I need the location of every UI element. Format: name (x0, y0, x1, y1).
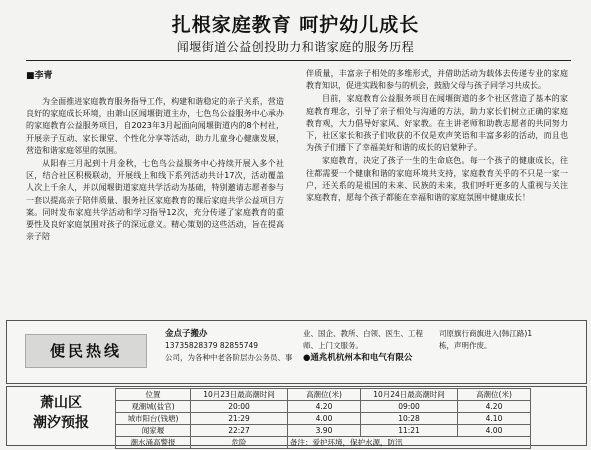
ad-line: 公司，为各种中老各阶层办公务员、事 (165, 353, 293, 362)
ad-name: 金点子搬办 (165, 329, 208, 339)
table-cell: 潮水涌高警报 (116, 437, 191, 449)
table-cell: 4.20 (458, 401, 531, 413)
table-cell: 3.90 (288, 425, 361, 437)
divider (26, 60, 571, 61)
paragraph: 从阳春三月起到十月金秋，七色鸟公益服务中心持续开展入多个社区，结合社区积极联动，开展线上和线下系列活动共计17次，活动覆盖人次上千余人，并以闻堰街道家庭共学活动为基础，特别邀请志愿者参与一套以提高亲子陪伴质量、服务社区家庭教育的课后家庭共学公益项目方案。同时发布家庭共学活动和学习指导12次，充分传递了家庭教育的重要性及良好家庭氛围对孩子的深远意义。精心策划的这些活动，旨在提高亲子陪 (26, 159, 284, 242)
section-title: 便民热线 (25, 334, 147, 368)
paragraph: 目前，家庭教育公益服务项目在闻堰街道的多个社区营造了基本的家庭教育理念，引导了亲子相处与沟通的方法，助力家长们树立正确的家庭教育观，大力倡导好家风、好家教。在主讲老师和助教志愿者的共同努力下，社区家长和孩子们收获的不仅是欢声笑语和丰富多彩的活动，而且也为孩子们播下了幸福美好和谐的成长的启蒙种子。 (306, 94, 568, 153)
tide-table (115, 388, 531, 449)
ad-line: 司原旗行商旗进入(韩江路)1 (439, 329, 533, 338)
table-cell: 21:29 (191, 413, 288, 425)
table-cell: 20:00 (191, 401, 288, 413)
article-right-column (306, 68, 568, 205)
header-cell: 10月23日最高潮时间 (191, 389, 288, 401)
paragraph: 家庭教育，决定了孩子一生的生命底色。每一个孩子的健康成长，往往都需要一个健康和谐的家庭环境共支持，家庭教育关乎的不只是一家一户，还关系的是祖国的未来、民族的未来，我们呼吁更多的人重视与关注家庭教育，愿每个孩子都能在幸福和谐的家庭氛围中健康成长！ (306, 156, 568, 203)
table-cell: 闻家堰 (116, 425, 191, 437)
table-row (116, 425, 531, 437)
table-cell: 危险 (191, 437, 288, 449)
tide-title-line: 萧山区 (40, 395, 82, 411)
ad-line: 师、上门文服务。 (303, 341, 363, 350)
tide-title (21, 393, 101, 433)
ad-name: ●通兆机杭州本和电气有限公 (303, 353, 413, 363)
paragraph: 为全面推进家庭教育服务指导工作，构建和谐稳定的亲子关系，营造良好的家庭成长环境，由萧山区闻堰街道主办，七色鸟公益服务中心承办的家庭教育公益服务项目，自2023年3月起面向闻堰街道内的8个村社，开展亲子互动、家长课堂、个性化分享等活动，助力儿童身心健康发展，营造和谐家庭邻里的氛围。 (26, 97, 284, 155)
table-cell: 10:28 (361, 413, 458, 425)
headline: 扎根家庭教育 呵护幼儿成长 (171, 14, 420, 36)
table-cell: 4.20 (288, 401, 361, 413)
table-row (116, 413, 531, 425)
table-row (116, 401, 531, 413)
table-header-row (116, 389, 531, 401)
table-cell: 4.10 (458, 413, 531, 425)
ad-line: 栋，声明作废。 (439, 341, 492, 350)
article-left-column (26, 96, 284, 244)
ad-entry (303, 328, 435, 364)
table-cell: 4.00 (288, 413, 361, 425)
subtitle: 闻堰街道公益创投助力和谐家庭的服务历程 (176, 40, 415, 54)
paragraph: 伴质量，丰富亲子相处的多维形式，并借助活动为载体去传递专业的家庭教育知识，促进实践和参与的机会，鼓励父母与孩子同学习共成长。 (306, 69, 568, 91)
table-row (116, 437, 531, 449)
table-cell: 备注：爱护环境，保护水源，防汛 (288, 437, 531, 449)
ad-line: 13735828379 82855749 (165, 341, 259, 350)
tide-forecast-box (6, 386, 587, 446)
author: ■李青 (26, 71, 53, 81)
table-cell: 22:27 (191, 425, 288, 437)
service-hotline-box (6, 320, 587, 384)
header-cell: 10月24日最高潮时间 (361, 389, 458, 401)
table-cell: 城市阳台(钱塘) (116, 413, 191, 425)
header-cell: 高潮位(米) (288, 389, 361, 401)
header-cell: 位置 (116, 389, 191, 401)
table-cell: 4.00 (458, 425, 531, 437)
tide-title-line: 潮汐预报 (33, 415, 89, 431)
ad-entry (439, 328, 579, 352)
table-cell: 09:00 (361, 401, 458, 413)
ad-entry (165, 328, 300, 364)
table-cell: 11:21 (361, 425, 458, 437)
ad-line: 业、国企、教所、白领、医生、工程 (303, 329, 423, 338)
table-cell: 观潮城(盐官) (116, 401, 191, 413)
header-cell: 高潮位(米) (458, 389, 531, 401)
